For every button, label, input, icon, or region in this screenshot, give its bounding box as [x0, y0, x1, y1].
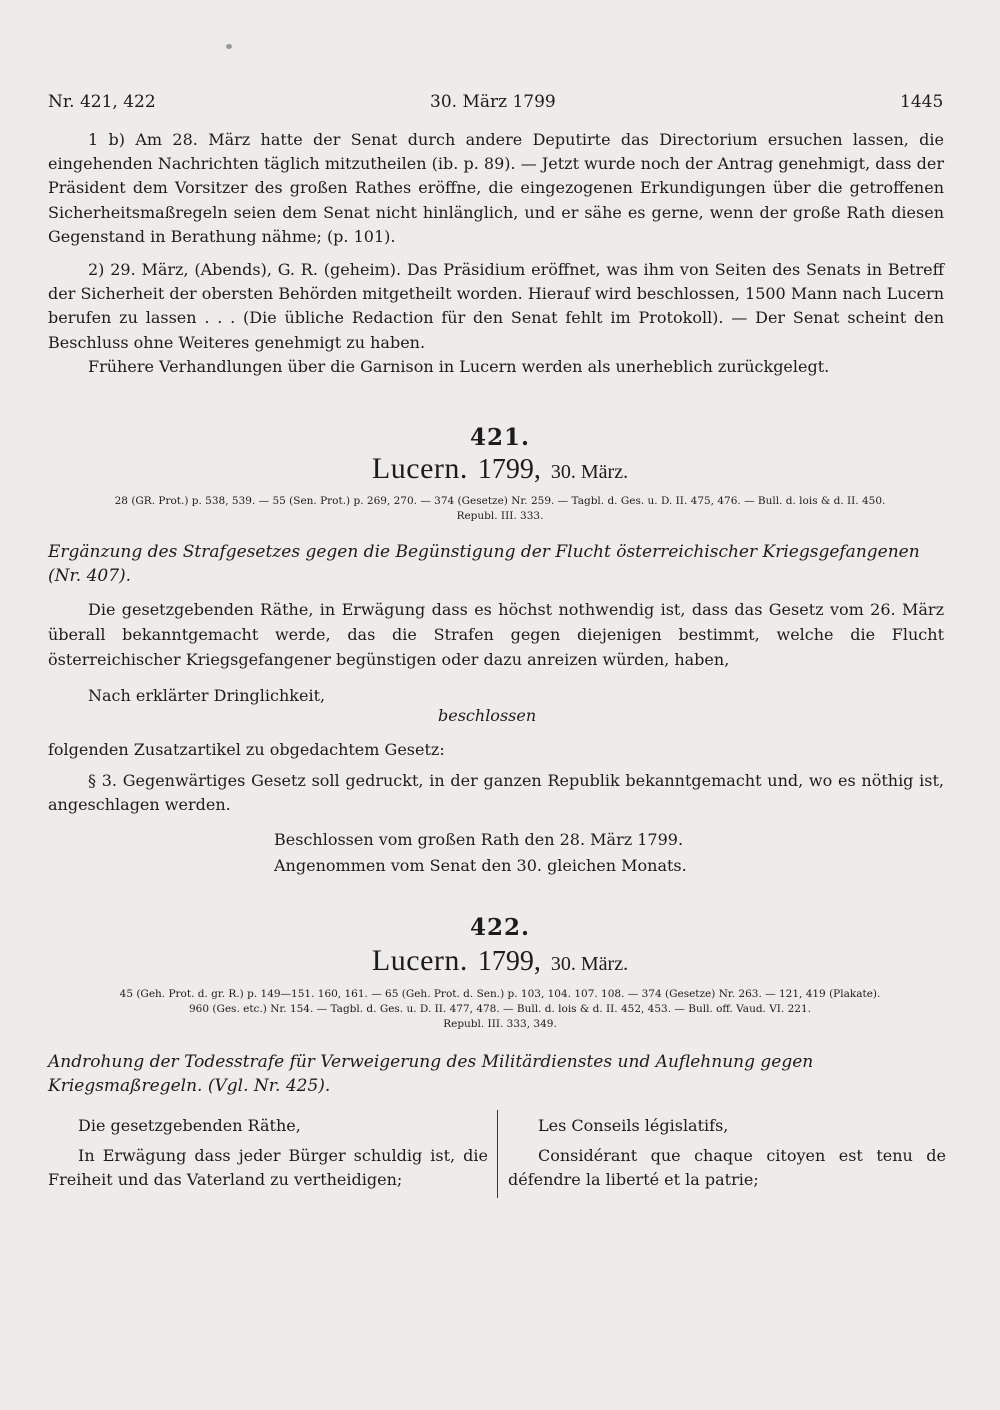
act-421-accepted: Angenommen vom Senat den 30. gleichen Monats. [274, 856, 687, 875]
act-422-refs-line-3: Republ. III. 333, 349. [443, 1018, 557, 1030]
act-422-refs-line-2: 960 (Ges. etc.) Nr. 154. — Tagbl. d. Ges. u. D. II. 477, 478. — Bull. d. lois & d. II. 452, 453. — Bull. off. Vaud. VI. 221. [188, 1003, 812, 1015]
french-col-line-1: Les Conseils législatifs, [538, 1116, 729, 1135]
act-422-year: 1799, [477, 946, 541, 977]
act-421-body [48, 597, 944, 672]
intro-section [48, 128, 944, 379]
header-left: Nr. 421, 422 [48, 92, 156, 112]
german-col-line-1: Die gesetzgebenden Räthe, [78, 1116, 301, 1135]
ink-spot [226, 44, 232, 49]
page-number: 1445 [900, 92, 944, 112]
act-421-resolved: Beschlossen vom großen Rath den 28. März 1799. [274, 830, 684, 849]
german-column [48, 1114, 488, 1192]
act-421-date: 30. März. [550, 461, 629, 483]
header-center: 30. März 1799 [430, 92, 556, 112]
act-421-references [40, 494, 960, 524]
act-421-year: 1799, [477, 454, 541, 485]
act-422-references [40, 987, 960, 1032]
act-421-beschlossen: beschlossen [438, 706, 537, 725]
act-422-number: 422. [469, 914, 531, 941]
act-422-place-date [0, 944, 1000, 978]
intro-paragraph-3: Frühere Verhandlungen über die Garnison in Lucern werden als unerheblich zurückgelegt. [88, 356, 830, 376]
french-col-line-2: Considérant que chaque citoyen est tenu de défendre la liberté et la patrie; [508, 1146, 946, 1189]
act-421-title: Ergänzung des Strafgesetzes gegen die Begünstigung der Flucht österreichischer Kriegsgefangenen (Nr. 407). [48, 542, 920, 586]
act-421-place-date [0, 452, 1000, 486]
act-421-dringlichkeit: Nach erklärter Dringlichkeit, [88, 686, 326, 705]
act-421-number: 421. [469, 424, 531, 451]
intro-paragraph-1b: 1 b) Am 28. März hatte der Senat durch andere Deputirte das Directorium ersuchen lassen, die eingehenden Nachrichten täglich mitzutheilen (ib. p. 89). — Jetzt wurde noch der Antrag genehmigt, dass der Präsident dem Vorsitzer des großen Rathes eröffne, die eingezogenen Erkundigungen über die getroffenen Sicherheitsmaßregeln seien dem Senat nicht hinlänglich, und er sähe es gerne, wenn der große Rath diesen Gegenstand in Berathung nähme; (p. 101). [48, 130, 944, 246]
intro-paragraph-2: 2) 29. März, (Abends), G. R. (geheim). Das Präsidium eröffnet, was ihm von Seiten des Senats in Betreff der Sicherheit der obersten Behörden mitgetheilt worden. Hierauf wird beschlossen, 1500 Mann nach Lucern berufen zu lassen . . . (Die übliche Redaction für den Senat fehlt im Protokoll). — Der Senat scheint den Beschluss ohne Weiteres genehmigt zu haben. [48, 260, 944, 352]
act-422-title: Androhung der Todesstrafe für Verweigerung des Militärdienstes und Auflehnung gegen Kriegsmaßregeln. (Vgl. Nr. 425). [48, 1052, 814, 1096]
act-421-article-3: § 3. Gegenwärtiges Gesetz soll gedruckt, in der ganzen Republik bekanntgemacht und, wo es nöthig ist, angeschlagen werden. [48, 771, 944, 815]
act-421-city: Lucern. [371, 452, 468, 485]
act-421-zusatz: folgenden Zusatzartikel zu obgedachtem Gesetz: [48, 740, 445, 759]
act-421-refs-line-1: 28 (GR. Prot.) p. 538, 539. — 55 (Sen. Prot.) p. 269, 270. — 374 (Gesetze) Nr. 259. — Tagbl. d. Ges. u. D. II. 475, 476. — Bull. d. lois & d. II. 450. [114, 495, 886, 507]
act-422-city: Lucern. [371, 944, 468, 977]
french-column [508, 1114, 946, 1192]
act-422-date: 30. März. [550, 953, 629, 975]
act-421-article-3-block [48, 769, 944, 817]
act-421-refs-line-2: Republ. III. 333. [456, 510, 544, 522]
german-col-line-2: In Erwägung dass jeder Bürger schuldig ist, die Freiheit und das Vaterland zu vertheidigen; [48, 1146, 488, 1189]
act-422-refs-line-1: 45 (Geh. Prot. d. gr. R.) p. 149—151. 160, 161. — 65 (Geh. Prot. d. Sen.) p. 103, 104. 107. 108. — 374 (Gesetze) Nr. 263. — 121, 419 (Plakate). [119, 988, 881, 1000]
act-421-paragraph-1: Die gesetzgebenden Räthe, in Erwägung dass es höchst nothwendig ist, dass das Gesetz vom 26. März überall bekanntgemacht werde, das die Strafen gegen diejenigen bestimmt, welche die Flucht österreichischer Kriegsgefangener begünstigen oder dazu anreizen würden, haben, [48, 600, 944, 669]
column-divider [497, 1110, 498, 1198]
